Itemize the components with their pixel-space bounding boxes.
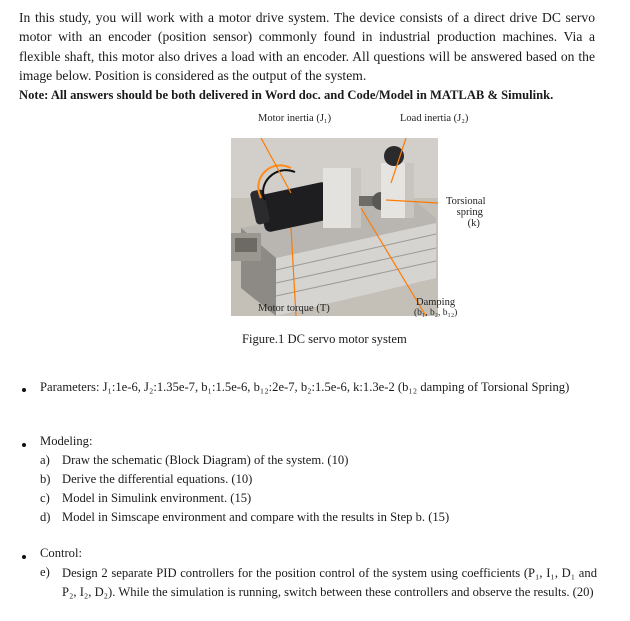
control-heading: Control: [40, 546, 82, 560]
label-damping: Damping (b₁, b₂, b₁₂) [414, 297, 458, 318]
bullet-icon [22, 388, 26, 392]
bullet-icon [22, 555, 26, 559]
parameters-text: Parameters: J₁:1e-6, J₂:1.35e-7, b₁:1.5e-6, b₁₂:2e-7, b₂:1.5e-6, k:1.3e-2 (b₁₂ damping of Torsional Spring) [40, 380, 570, 394]
servo-motor-photo [231, 138, 438, 316]
bullet-icon [22, 443, 26, 447]
intro-paragraph: In this study, you will work with a motor drive system. The device consists of a direct drive DC servo motor with an encoder (position sensor) commonly found in industrial production machines. Via a flexible shaft, this motor also drives a load with an encoder. All questions will be answered based on the image below. Position is considered as the output of the system. [19, 10, 595, 84]
note-text: Note: All answers should be both delivered in Word doc. and Code/Model in MATLAB & Simulink. [19, 88, 554, 102]
label-torsional-spring: Torsional spring (k) [446, 196, 486, 229]
modeling-item-b: b) Derive the differential equations. (10) [40, 472, 253, 486]
label-motor-inertia: Motor inertia (J₁) [258, 113, 332, 124]
modeling-item-a: a) Draw the schematic (Block Diagram) of the system. (10) [40, 453, 349, 467]
control-item-e-letter: e) [40, 565, 50, 579]
servo-motor-drawing [231, 138, 438, 316]
modeling-item-d: d) Model in Simscape environment and compare with the results in Step b. (15) [40, 510, 450, 524]
label-motor-torque: Motor torque (T) [258, 303, 330, 314]
modeling-heading: Modeling: [40, 434, 93, 448]
label-load-inertia: Load inertia (J₂) [400, 113, 469, 124]
control-item-e: Design 2 separate PID controllers for the position control of the system using coefficients (P₁, I₁, D₁ and P₂, I₂, D₂). While the simulation is running, switch between these controllers and observe the results. (20) [62, 566, 597, 599]
modeling-item-c: c) Model in Simulink environment. (15) [40, 491, 252, 505]
figure-caption: Figure.1 DC servo motor system [242, 332, 407, 346]
